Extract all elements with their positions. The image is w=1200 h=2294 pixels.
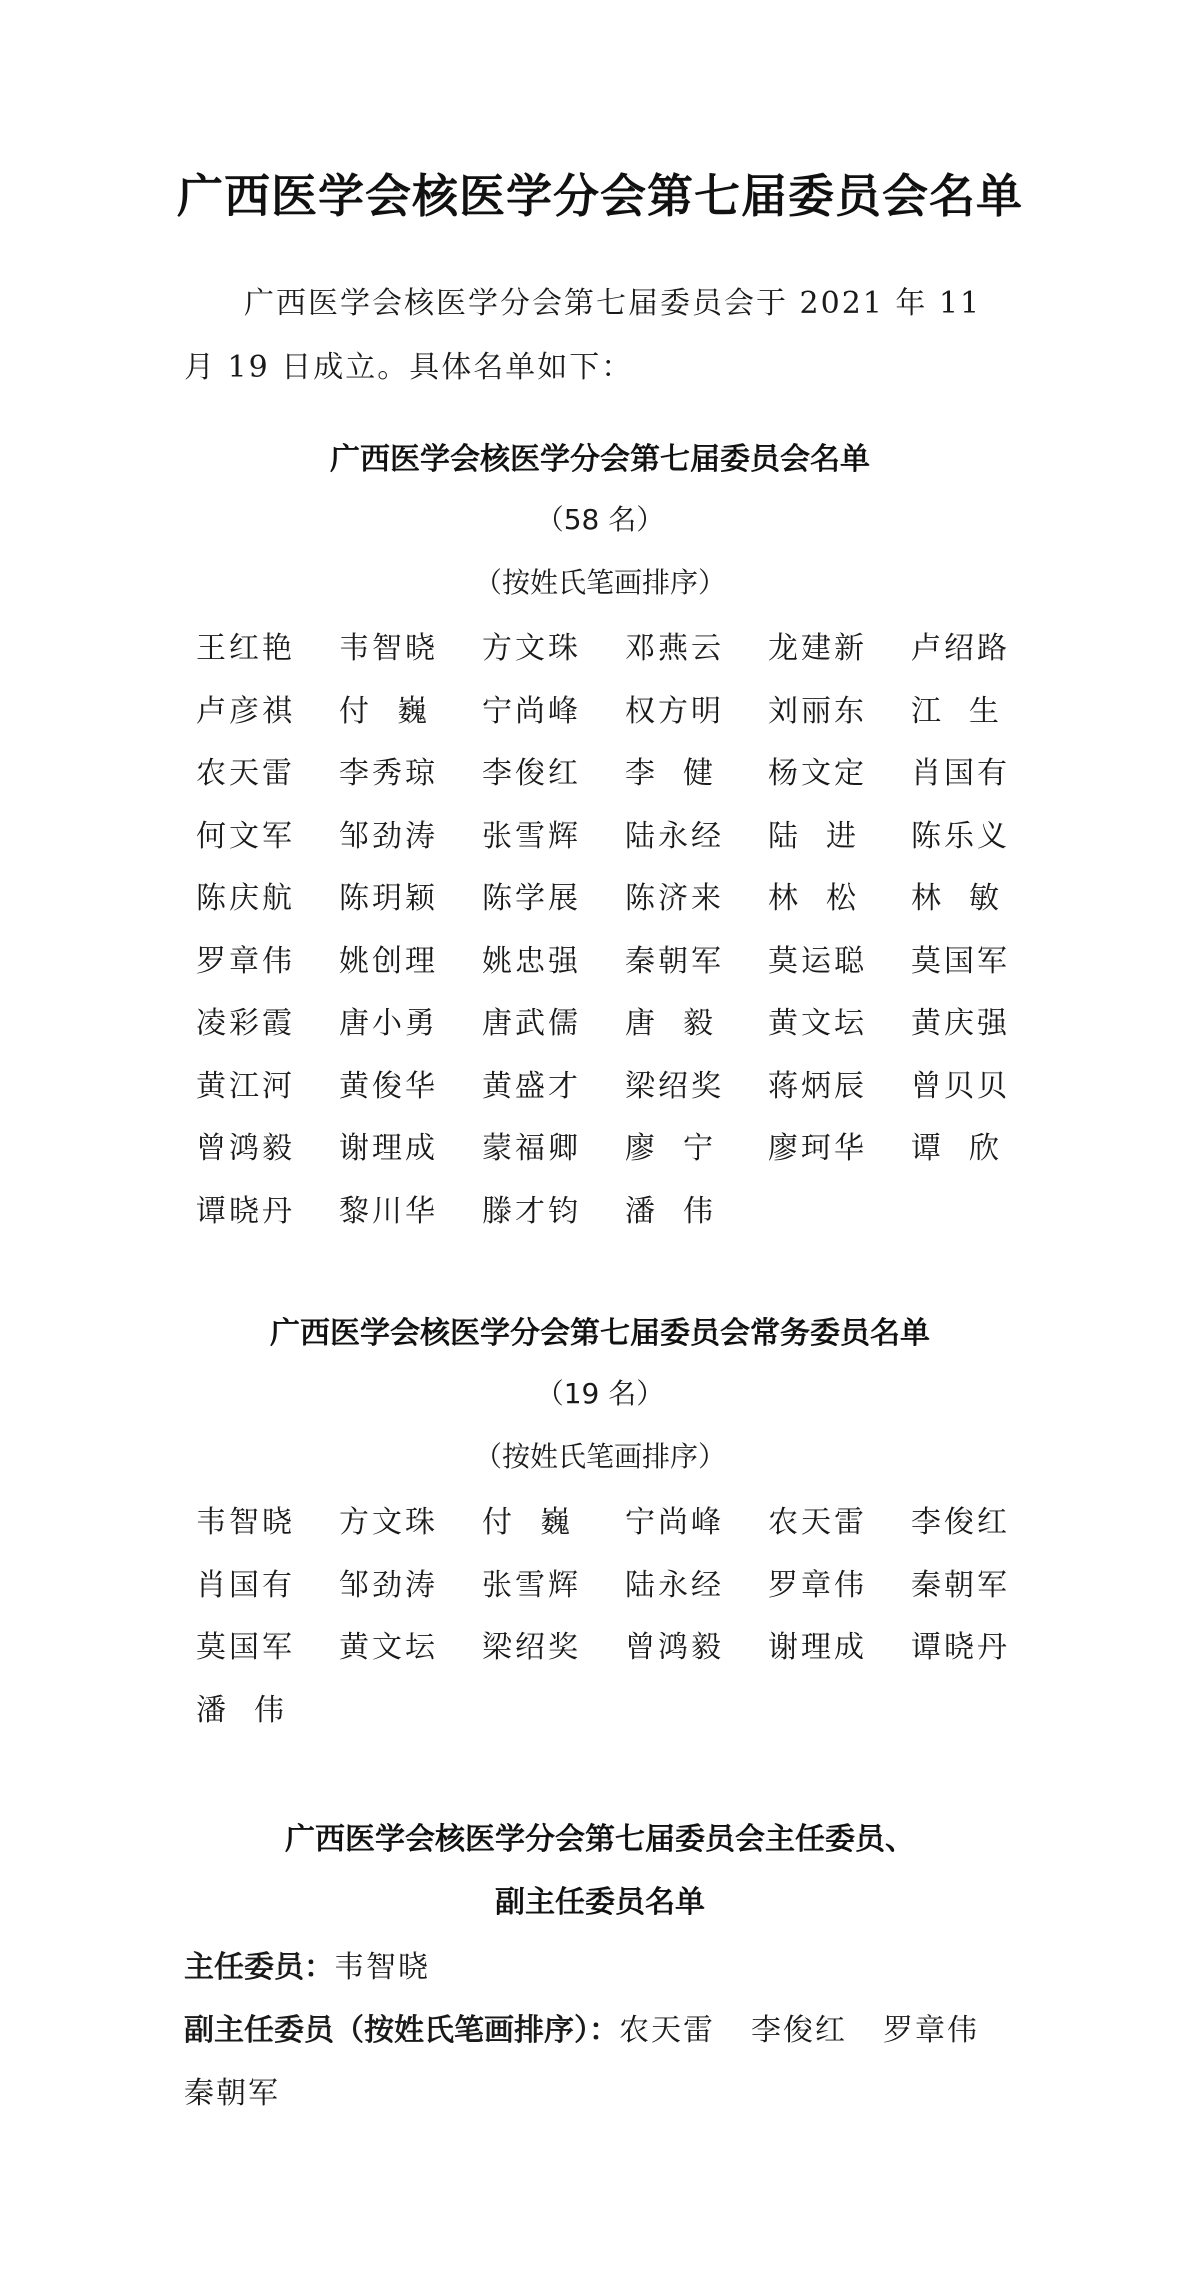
member-name: 方文珠 [482, 631, 581, 666]
vice-chair-line [184, 2005, 979, 2049]
member-name: 陆永经 [625, 1567, 724, 1603]
member-name: 莫国军 [196, 1630, 295, 1665]
vice-chair-line-continued [184, 2068, 280, 2112]
document-title: 广西医学会核医学分会第七届委员会名单 [177, 169, 1023, 223]
member-name: 蒋炳辰 [768, 1068, 867, 1104]
member-name: 李俊红 [911, 1505, 1010, 1540]
member-name: 农天雷 [768, 1505, 867, 1540]
member-name: 曾鸿毅 [625, 1630, 724, 1665]
member-name: 韦智晓 [339, 631, 438, 666]
member-name: 陆进 [768, 818, 884, 854]
member-name: 梁绍奖 [625, 1068, 724, 1104]
member-name: 权方明 [625, 693, 724, 729]
member-name: 江生 [911, 693, 1027, 729]
member-name: 谢理成 [339, 1131, 438, 1166]
member-name: 付巍 [482, 1505, 598, 1540]
standing-order-note: （按姓氏笔画排序） [473, 1440, 726, 1473]
member-name: 宁尚峰 [625, 1505, 724, 1540]
member-name: 莫运聪 [768, 943, 867, 979]
standing-count: （19 名） [535, 1377, 665, 1410]
member-name: 方文珠 [339, 1505, 438, 1540]
member-name: 秦朝军 [625, 943, 724, 979]
vice-chair-label: 副主任委员（按姓氏笔画排序）： [184, 2013, 619, 2048]
vice-chair-name: 农天雷 [619, 2013, 715, 2048]
committee-order-note: （按姓氏笔画排序） [473, 566, 726, 599]
committee-count: （58 名） [535, 503, 665, 536]
member-name: 张雪辉 [482, 818, 581, 854]
member-name: 王红艳 [196, 631, 295, 666]
member-name: 肖国有 [911, 756, 1010, 791]
member-name: 邓燕云 [625, 631, 724, 666]
member-name: 潘伟 [196, 1692, 312, 1728]
member-name: 韦智晓 [196, 1505, 295, 1540]
member-name: 陈庆航 [196, 881, 295, 916]
member-name: 陆永经 [625, 818, 724, 854]
member-name: 黄庆强 [911, 1006, 1010, 1041]
member-name: 黄文坛 [339, 1630, 438, 1665]
member-name: 滕才钧 [482, 1193, 581, 1229]
intro-paragraph: 广西医学会核医学分会第七届委员会于 2021 年 11 月 19 日成立。具体名单如下： [184, 286, 982, 385]
member-name: 曾贝贝 [911, 1068, 1010, 1104]
member-name: 莫国军 [911, 943, 1010, 979]
member-name: 何文军 [196, 818, 295, 854]
member-name: 卢彦祺 [196, 693, 295, 729]
vice-chair-name: 李俊红 [751, 2013, 847, 2048]
member-name: 林敏 [911, 881, 1027, 916]
member-name: 谭欣 [911, 1131, 1027, 1166]
committee-member-list [196, 623, 1056, 1248]
vice-chair-name: 罗章伟 [883, 2013, 979, 2048]
member-name: 陈乐义 [911, 818, 1010, 854]
member-name: 陈济来 [625, 881, 724, 916]
member-name: 宁尚峰 [482, 693, 581, 729]
member-name: 唐武儒 [482, 1006, 581, 1041]
member-name: 罗章伟 [196, 943, 295, 979]
member-name: 杨文定 [768, 756, 867, 791]
member-name: 唐毅 [625, 1006, 741, 1041]
member-name: 潘伟 [625, 1193, 741, 1229]
standing-title: 广西医学会核医学分会第七届委员会常务委员名单 [270, 1316, 930, 1351]
member-name: 卢绍路 [911, 631, 1010, 666]
member-name: 谭晓丹 [911, 1630, 1010, 1665]
member-name: 陈玥颖 [339, 881, 438, 916]
member-name: 谢理成 [768, 1630, 867, 1665]
member-name: 邹劲涛 [339, 818, 438, 854]
member-name: 付巍 [339, 693, 455, 729]
chair-label: 主任委员： [184, 1950, 334, 1985]
chair-name: 韦智晓 [334, 1950, 430, 1985]
member-name: 凌彩霞 [196, 1006, 295, 1041]
member-name: 姚创理 [339, 943, 438, 979]
member-name: 梁绍奖 [482, 1630, 581, 1665]
member-name: 谭晓丹 [196, 1193, 295, 1229]
leaders-title-line2: 副主任委员名单 [495, 1885, 705, 1920]
vice-chair-name: 秦朝军 [184, 2076, 280, 2111]
member-name: 李俊红 [482, 756, 581, 791]
member-name: 黄俊华 [339, 1068, 438, 1104]
chair-line [184, 1942, 430, 1986]
member-name: 黎川华 [339, 1193, 438, 1229]
member-name: 曾鸿毅 [196, 1131, 295, 1166]
member-name: 黄江河 [196, 1068, 295, 1104]
member-name: 唐小勇 [339, 1006, 438, 1041]
member-name: 蒙福卿 [482, 1131, 581, 1166]
member-name: 刘丽东 [768, 693, 867, 729]
leaders-title-line1: 广西医学会核医学分会第七届委员会主任委员、 [285, 1822, 915, 1857]
member-name: 李健 [625, 756, 741, 791]
member-name: 姚忠强 [482, 943, 581, 979]
member-name: 廖珂华 [768, 1131, 867, 1166]
member-name: 陈学展 [482, 881, 581, 916]
committee-title: 广西医学会核医学分会第七届委员会名单 [330, 442, 870, 477]
member-name: 农天雷 [196, 756, 295, 791]
standing-member-list [196, 1497, 1056, 1747]
member-name: 林松 [768, 881, 884, 916]
member-name: 肖国有 [196, 1567, 295, 1603]
member-name: 秦朝军 [911, 1567, 1010, 1603]
member-name: 邹劲涛 [339, 1567, 438, 1603]
member-name: 张雪辉 [482, 1567, 581, 1603]
member-name: 李秀琼 [339, 756, 438, 791]
member-name: 黄文坛 [768, 1006, 867, 1041]
member-name: 廖宁 [625, 1131, 741, 1166]
member-name: 龙建新 [768, 631, 867, 666]
member-name: 黄盛才 [482, 1068, 581, 1104]
member-name: 罗章伟 [768, 1567, 867, 1603]
